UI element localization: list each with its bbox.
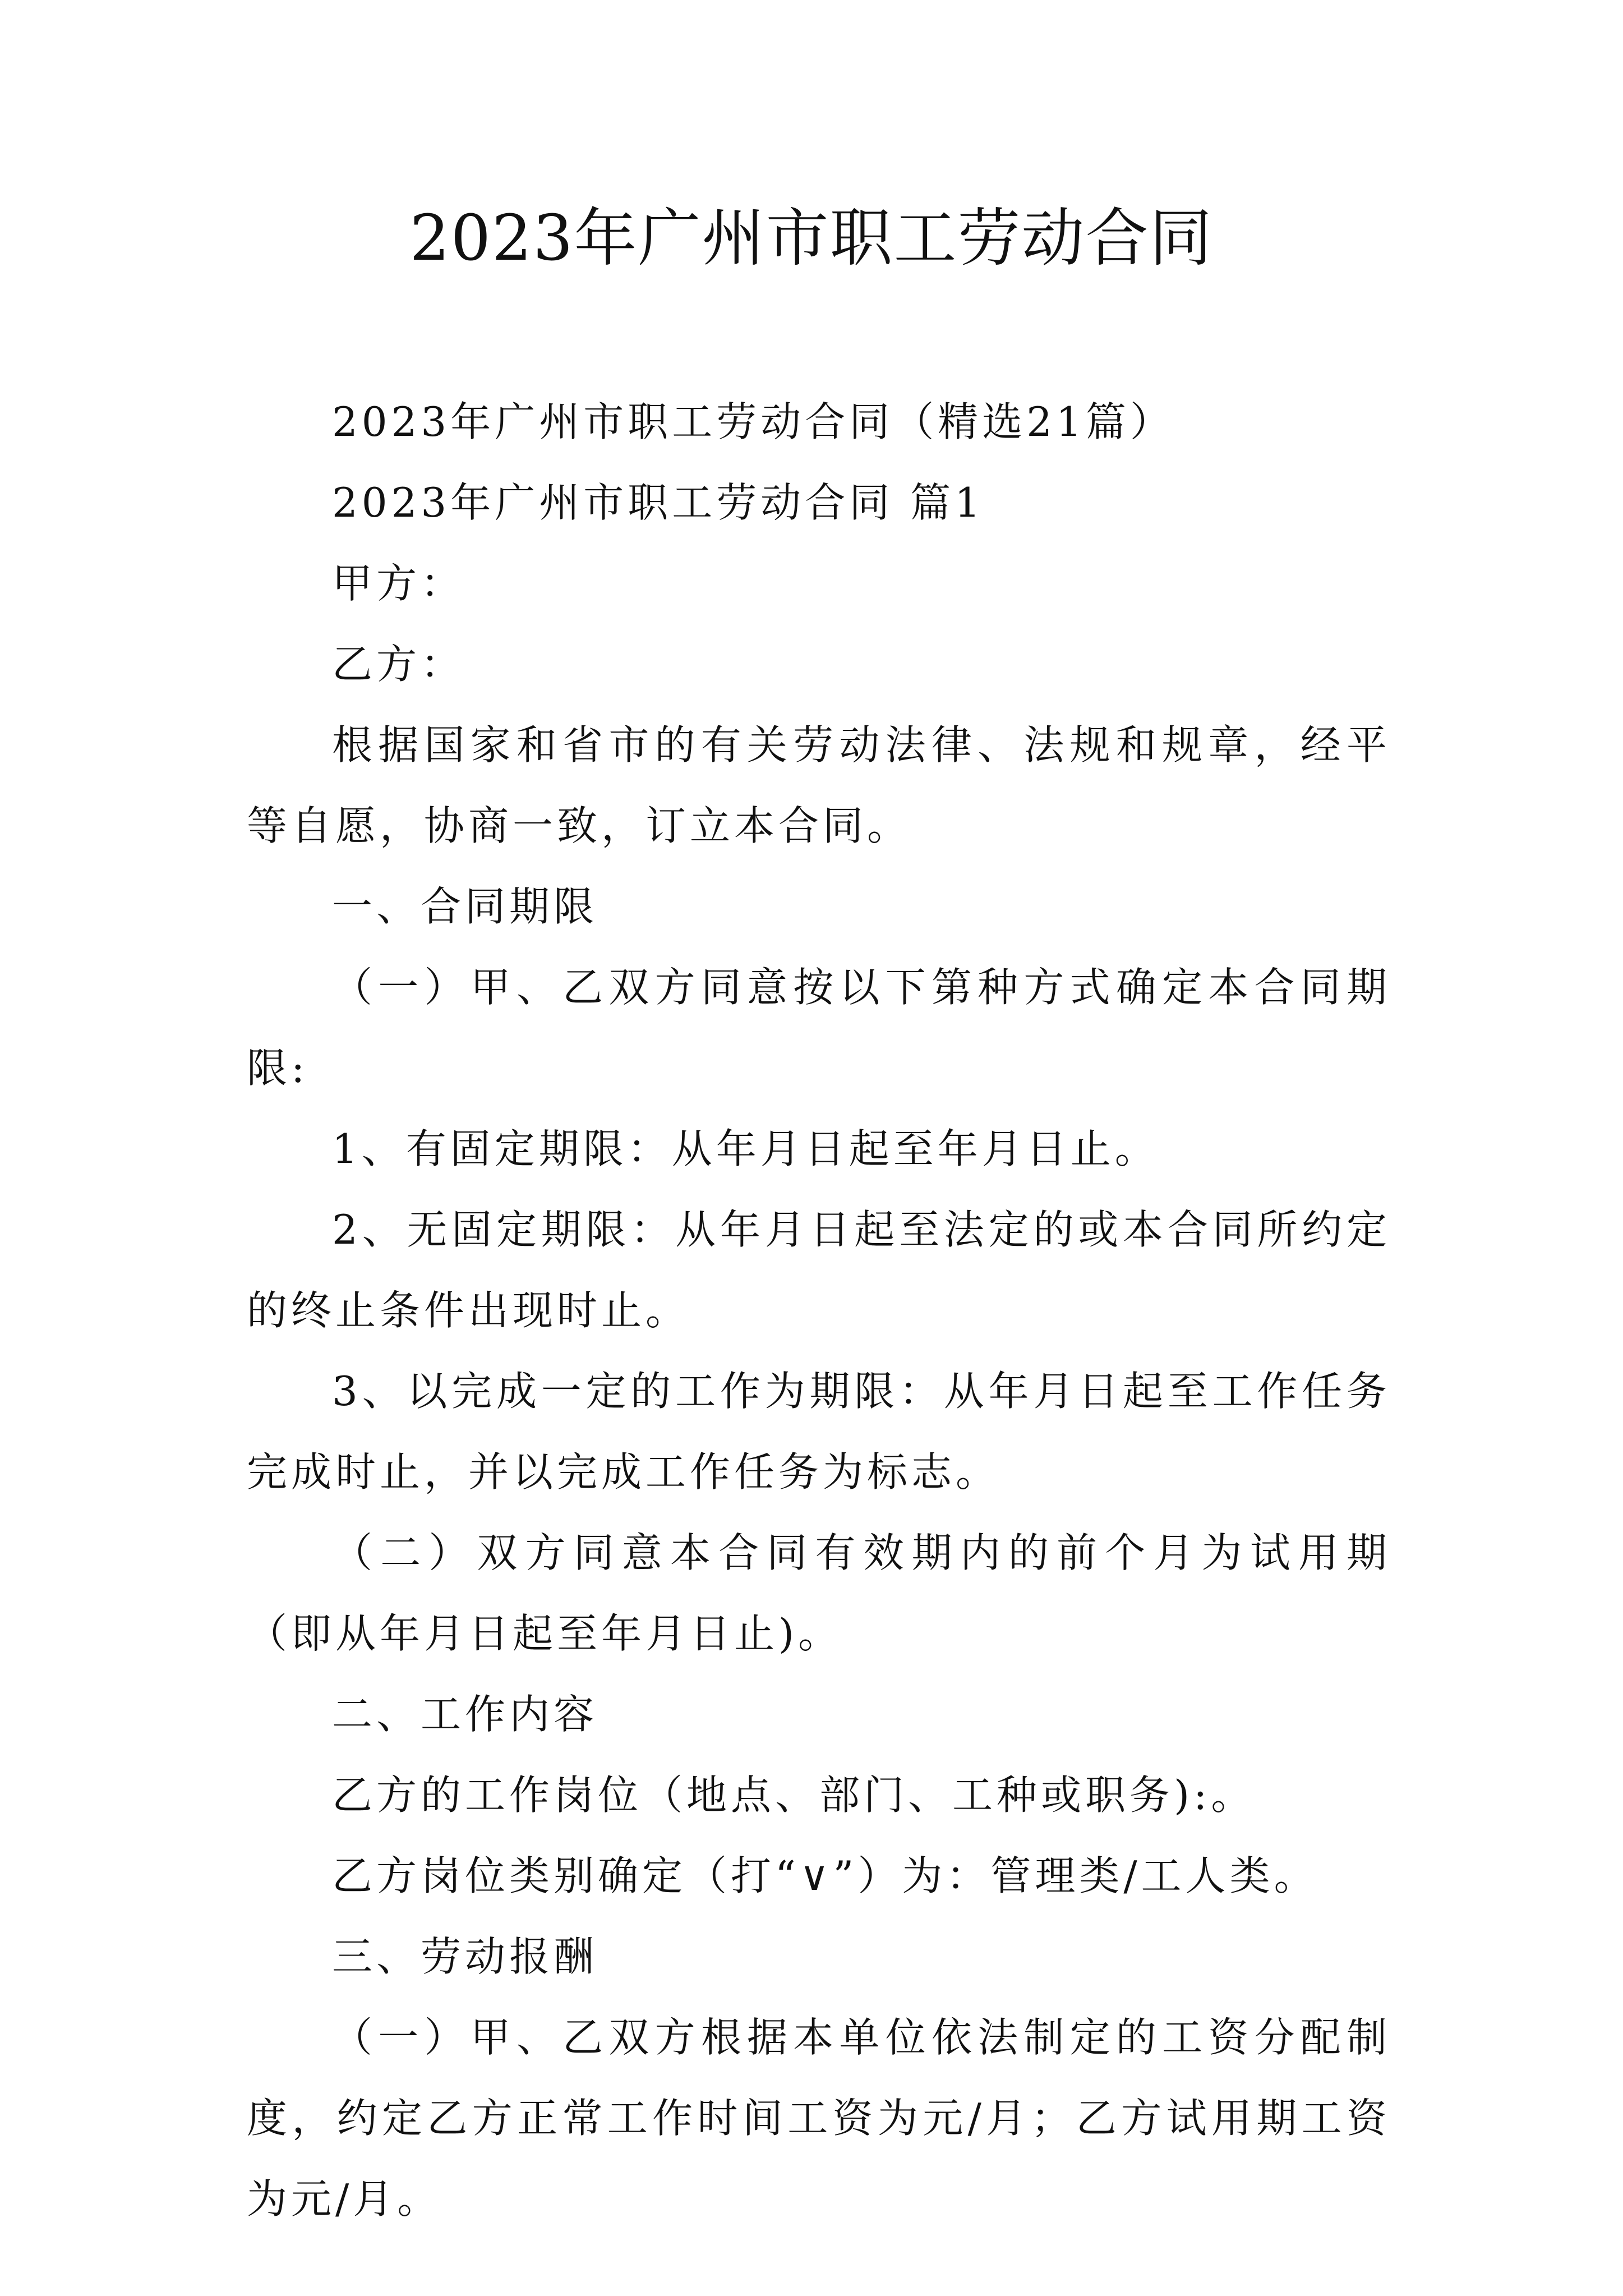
document-body: [247, 381, 1391, 2239]
paragraph-party-a: 甲方：: [332, 560, 465, 607]
paragraph-preamble: 根据国家和省市的有关劳动法律、法规和规章，经平等自愿，协商一致，订立本合同。: [247, 721, 1391, 849]
paragraph-work-post: 乙方的工作岗位（地点、部门、工种或职务):。: [332, 1772, 1256, 1819]
paragraph-probation: （二）双方同意本合同有效期内的前个月为试用期（即从年月日起至年月日止)。: [247, 1529, 1391, 1657]
paragraph-task-term: 3、以完成一定的工作为期限：从年月日起至工作任务完成时止，并以完成工作任务为标志。: [247, 1368, 1391, 1496]
paragraph-party-b: 乙方：: [332, 641, 465, 688]
paragraph-term-intro: （一）甲、乙双方同意按以下第种方式确定本合同期限:: [247, 964, 1391, 1092]
paragraph-salary: （一）甲、乙双方根据本单位依法制定的工资分配制度，约定乙方正常工作时间工资为元/月；乙方试用期工资为元/月。: [247, 2014, 1391, 2223]
paragraph-open-term: 2、无固定期限：从年月日起至法定的或本合同所约定的终止条件出现时止。: [247, 1206, 1391, 1334]
document-title: 2023年广州市职工劳动合同: [409, 202, 1214, 275]
paragraph-fixed-term: 1、有固定期限：从年月日起至年月日止。: [332, 1125, 1159, 1172]
heading-remuneration: 三、劳动报酬: [332, 1933, 598, 1980]
heading-work-content: 二、工作内容: [332, 1691, 598, 1738]
paragraph-subtitle: 2023年广州市职工劳动合同（精选21篇）: [332, 398, 1174, 445]
paragraph-section-heading: 2023年广州市职工劳动合同 篇1: [332, 479, 984, 526]
paragraph-post-category: 乙方岗位类别确定（打“∨”）为：管理类/工人类。: [332, 1852, 1318, 1899]
heading-contract-term: 一、合同期限: [332, 883, 598, 930]
